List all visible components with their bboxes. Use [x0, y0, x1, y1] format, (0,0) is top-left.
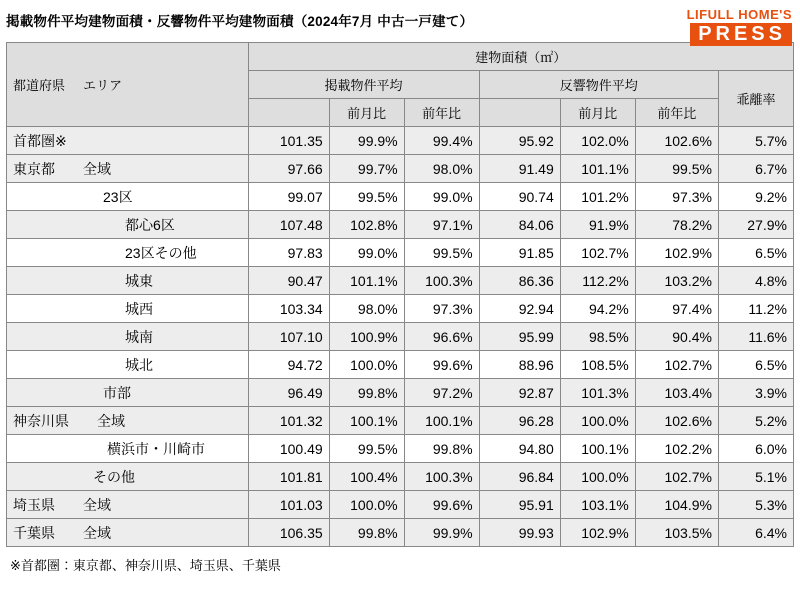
cell-response-mom: 100.1% — [560, 435, 635, 463]
cell-response-mom: 101.3% — [560, 379, 635, 407]
cell-listed-value: 96.49 — [248, 379, 329, 407]
cell-response-mom: 101.2% — [560, 183, 635, 211]
row-area: 市部 — [103, 384, 131, 401]
row-area: 城北 — [125, 356, 153, 373]
cell-response-yoy: 97.4% — [635, 295, 718, 323]
header-divergence: 乖離率 — [718, 71, 793, 127]
header-listed-avg: 掲載物件平均 — [248, 71, 479, 99]
cell-listed-yoy: 99.8% — [404, 435, 479, 463]
logo-text-top: LIFULL HOME'S — [686, 7, 792, 22]
row-label — [7, 407, 249, 435]
cell-response-yoy: 102.7% — [635, 463, 718, 491]
table-row — [7, 519, 794, 547]
row-label — [7, 463, 249, 491]
cell-response-mom: 91.9% — [560, 211, 635, 239]
logo-text-bottom: PRESS — [690, 23, 792, 46]
table-row — [7, 183, 794, 211]
cell-listed-value: 107.48 — [248, 211, 329, 239]
cell-response-value: 95.91 — [479, 491, 560, 519]
cell-listed-yoy: 99.0% — [404, 183, 479, 211]
cell-listed-yoy: 97.3% — [404, 295, 479, 323]
cell-divergence: 5.7% — [718, 127, 793, 155]
header-response-avg: 反響物件平均 — [479, 71, 718, 99]
cell-listed-value: 97.66 — [248, 155, 329, 183]
header-prefecture-area — [7, 43, 249, 127]
cell-response-yoy: 78.2% — [635, 211, 718, 239]
cell-response-yoy: 103.4% — [635, 379, 718, 407]
cell-response-yoy: 102.9% — [635, 239, 718, 267]
cell-response-mom: 94.2% — [560, 295, 635, 323]
row-area: 都心6区 — [125, 216, 175, 233]
cell-response-mom: 102.7% — [560, 239, 635, 267]
cell-response-yoy: 102.2% — [635, 435, 718, 463]
cell-response-mom: 100.0% — [560, 407, 635, 435]
table-row — [7, 491, 794, 519]
cell-response-value: 91.85 — [479, 239, 560, 267]
row-label — [7, 379, 249, 407]
cell-listed-value: 101.32 — [248, 407, 329, 435]
cell-response-value: 95.92 — [479, 127, 560, 155]
cell-listed-value: 101.03 — [248, 491, 329, 519]
cell-listed-mom: 102.8% — [329, 211, 404, 239]
cell-response-mom: 98.5% — [560, 323, 635, 351]
header-response-yoy: 前年比 — [635, 99, 718, 127]
table-row — [7, 295, 794, 323]
row-area: 城東 — [125, 272, 153, 289]
cell-listed-yoy: 99.6% — [404, 351, 479, 379]
row-label — [7, 323, 249, 351]
table-body — [7, 127, 794, 547]
table-row — [7, 435, 794, 463]
table-row — [7, 407, 794, 435]
cell-response-mom: 101.1% — [560, 155, 635, 183]
table-row — [7, 127, 794, 155]
row-area: 城西 — [125, 300, 153, 317]
row-area: 全域 — [83, 524, 111, 541]
table-row — [7, 239, 794, 267]
cell-response-mom: 103.1% — [560, 491, 635, 519]
header-row-1 — [7, 43, 794, 71]
row-label — [7, 519, 249, 547]
cell-listed-value: 103.34 — [248, 295, 329, 323]
cell-listed-mom: 99.0% — [329, 239, 404, 267]
table-row — [7, 463, 794, 491]
cell-divergence: 5.1% — [718, 463, 793, 491]
cell-response-value: 84.06 — [479, 211, 560, 239]
table-row — [7, 155, 794, 183]
header-listed-yoy: 前年比 — [404, 99, 479, 127]
cell-divergence: 4.8% — [718, 267, 793, 295]
cell-response-mom: 112.2% — [560, 267, 635, 295]
cell-response-value: 86.36 — [479, 267, 560, 295]
cell-response-value: 92.94 — [479, 295, 560, 323]
cell-divergence: 6.0% — [718, 435, 793, 463]
row-area: 全域 — [83, 160, 111, 177]
cell-response-value: 91.49 — [479, 155, 560, 183]
cell-listed-mom: 100.0% — [329, 491, 404, 519]
cell-listed-value: 90.47 — [248, 267, 329, 295]
cell-listed-mom: 99.5% — [329, 435, 404, 463]
header-building-area: 建物面積（㎡） — [248, 43, 794, 71]
cell-listed-mom: 100.9% — [329, 323, 404, 351]
table-row — [7, 211, 794, 239]
data-table — [6, 42, 794, 547]
cell-response-value: 95.99 — [479, 323, 560, 351]
cell-response-value: 96.28 — [479, 407, 560, 435]
row-area: 23区その他 — [125, 244, 197, 261]
cell-listed-mom: 98.0% — [329, 295, 404, 323]
footnote: ※首都圏：東京都、神奈川県、埼玉県、千葉県 — [10, 558, 281, 573]
cell-listed-mom: 99.8% — [329, 379, 404, 407]
row-label — [7, 295, 249, 323]
cell-listed-yoy: 99.5% — [404, 239, 479, 267]
row-prefecture: 東京都 — [13, 160, 55, 177]
cell-listed-mom: 99.5% — [329, 183, 404, 211]
cell-response-yoy: 102.6% — [635, 127, 718, 155]
row-area: 横浜市・川崎市 — [107, 440, 205, 457]
cell-listed-value: 94.72 — [248, 351, 329, 379]
cell-divergence: 9.2% — [718, 183, 793, 211]
row-label — [7, 267, 249, 295]
cell-listed-mom: 99.7% — [329, 155, 404, 183]
cell-response-yoy: 97.3% — [635, 183, 718, 211]
cell-response-yoy: 103.5% — [635, 519, 718, 547]
page-title: 掲載物件平均建物面積・反響物件平均建物面積（2024年7月 中古一戸建て） — [6, 14, 474, 29]
cell-divergence: 11.2% — [718, 295, 793, 323]
row-label — [7, 127, 249, 155]
table-row — [7, 267, 794, 295]
header-prefecture-label: 都道府県 — [13, 78, 66, 93]
cell-listed-mom: 101.1% — [329, 267, 404, 295]
cell-listed-mom: 99.8% — [329, 519, 404, 547]
row-area: 23区 — [103, 188, 133, 205]
brand-logo — [687, 8, 794, 46]
cell-listed-value: 101.81 — [248, 463, 329, 491]
cell-response-yoy: 90.4% — [635, 323, 718, 351]
cell-response-value: 96.84 — [479, 463, 560, 491]
row-area: 城南 — [125, 328, 153, 345]
cell-listed-yoy: 98.0% — [404, 155, 479, 183]
cell-divergence: 3.9% — [718, 379, 793, 407]
cell-listed-yoy: 99.9% — [404, 519, 479, 547]
table-row — [7, 323, 794, 351]
cell-response-mom: 102.0% — [560, 127, 635, 155]
cell-response-value: 88.96 — [479, 351, 560, 379]
row-label — [7, 211, 249, 239]
cell-divergence: 6.4% — [718, 519, 793, 547]
cell-listed-yoy: 96.6% — [404, 323, 479, 351]
cell-listed-value: 101.35 — [248, 127, 329, 155]
table-head — [7, 43, 794, 127]
row-label — [7, 435, 249, 463]
header-response-value — [479, 99, 560, 127]
cell-divergence: 11.6% — [718, 323, 793, 351]
cell-response-yoy: 102.7% — [635, 351, 718, 379]
row-area: 全域 — [83, 496, 111, 513]
row-prefecture: 埼玉県 — [13, 496, 55, 513]
header-area-label: エリア — [83, 78, 123, 93]
cell-listed-value: 100.49 — [248, 435, 329, 463]
row-label — [7, 351, 249, 379]
cell-response-value: 99.93 — [479, 519, 560, 547]
cell-listed-yoy: 100.3% — [404, 267, 479, 295]
cell-divergence: 5.2% — [718, 407, 793, 435]
row-area: 全域 — [97, 412, 125, 429]
row-prefecture: 千葉県 — [13, 524, 55, 541]
row-label — [7, 239, 249, 267]
cell-listed-yoy: 100.1% — [404, 407, 479, 435]
cell-divergence: 5.3% — [718, 491, 793, 519]
header-listed-mom: 前月比 — [329, 99, 404, 127]
row-label — [7, 183, 249, 211]
cell-response-value: 94.80 — [479, 435, 560, 463]
cell-divergence: 6.7% — [718, 155, 793, 183]
row-label — [7, 155, 249, 183]
cell-listed-yoy: 99.6% — [404, 491, 479, 519]
cell-listed-yoy: 99.4% — [404, 127, 479, 155]
cell-response-yoy: 99.5% — [635, 155, 718, 183]
cell-response-mom: 108.5% — [560, 351, 635, 379]
row-area: その他 — [93, 468, 135, 485]
cell-listed-yoy: 100.3% — [404, 463, 479, 491]
cell-response-yoy: 102.6% — [635, 407, 718, 435]
row-label — [7, 491, 249, 519]
cell-listed-value: 106.35 — [248, 519, 329, 547]
cell-listed-mom: 100.4% — [329, 463, 404, 491]
cell-divergence: 27.9% — [718, 211, 793, 239]
cell-response-yoy: 103.2% — [635, 267, 718, 295]
cell-listed-mom: 100.0% — [329, 351, 404, 379]
cell-response-value: 90.74 — [479, 183, 560, 211]
cell-listed-value: 99.07 — [248, 183, 329, 211]
row-prefecture: 首都圏※ — [13, 132, 67, 149]
cell-divergence: 6.5% — [718, 351, 793, 379]
cell-response-value: 92.87 — [479, 379, 560, 407]
cell-listed-yoy: 97.2% — [404, 379, 479, 407]
cell-listed-value: 97.83 — [248, 239, 329, 267]
cell-listed-mom: 99.9% — [329, 127, 404, 155]
header-response-mom: 前月比 — [560, 99, 635, 127]
cell-response-mom: 102.9% — [560, 519, 635, 547]
cell-listed-value: 107.10 — [248, 323, 329, 351]
cell-response-yoy: 104.9% — [635, 491, 718, 519]
row-prefecture: 神奈川県 — [13, 412, 69, 429]
cell-response-mom: 100.0% — [560, 463, 635, 491]
cell-listed-mom: 100.1% — [329, 407, 404, 435]
header-listed-value — [248, 99, 329, 127]
cell-divergence: 6.5% — [718, 239, 793, 267]
header-bar — [6, 7, 794, 45]
cell-listed-yoy: 97.1% — [404, 211, 479, 239]
table-row — [7, 351, 794, 379]
table-row — [7, 379, 794, 407]
